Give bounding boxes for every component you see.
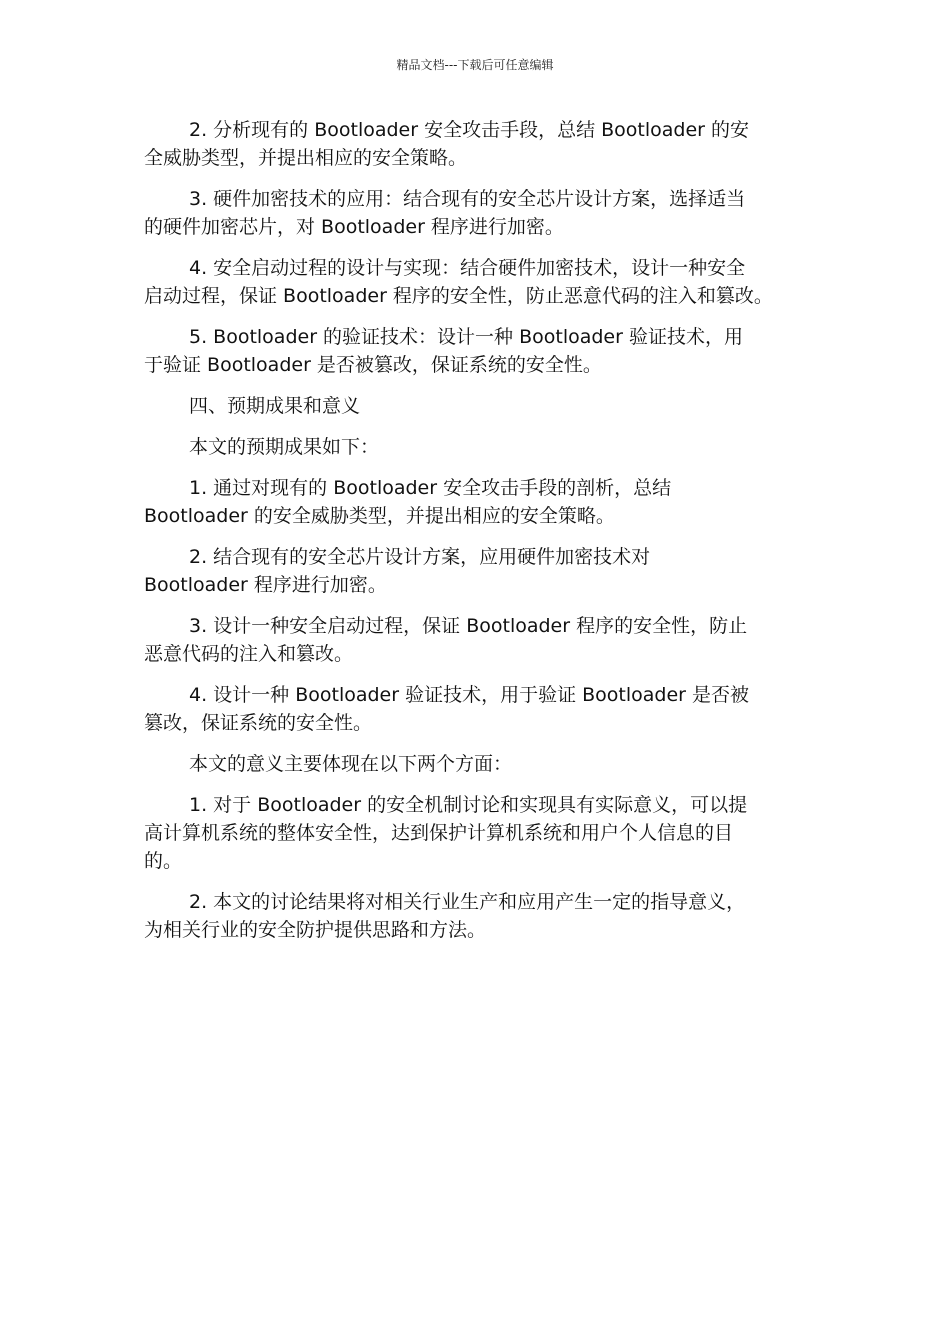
paragraph: 1. 通过对现有的 Bootloader 安全攻击手段的剖析，总结 Bootloader 的安全威胁类型，并提出相应的安全策略。 xyxy=(144,477,672,527)
paragraph: 本文的意义主要体现在以下两个方面： xyxy=(189,753,513,775)
paragraph: 4. 设计一种 Bootloader 验证技术，用于验证 Bootloader 是否被 篡改，保证系统的安全性。 xyxy=(144,684,750,734)
paragraph: 3. 设计一种安全启动过程，保证 Bootloader 程序的安全性，防止 恶意代码的注入和篡改。 xyxy=(144,615,748,665)
paragraph: 2. 本文的讨论结果将对相关行业生产和应用产生一定的指导意义， 为相关行业的安全防护提供思路和方法。 xyxy=(144,891,746,941)
paragraph: 4. 安全启动过程的设计与实现：结合硬件加密技术，设计一种安全 启动过程，保证 Bootloader 程序的安全性，防止恶意代码的注入和篡改。 xyxy=(144,257,773,307)
paragraph: 2. 分析现有的 Bootloader 安全攻击手段，总结 Bootloader 的安 全威胁类型，并提出相应的安全策略。 xyxy=(144,119,750,169)
document-body xyxy=(144,116,824,957)
page-header: 精品文档---下载后可任意编辑 xyxy=(396,58,554,72)
paragraph: 3. 硬件加密技术的应用：结合现有的安全芯片设计方案，选择适当 的硬件加密芯片，对 Bootloader 程序进行加密。 xyxy=(144,188,746,238)
paragraph: 本文的预期成果如下： xyxy=(189,436,380,458)
paragraph: 5. Bootloader 的验证技术：设计一种 Bootloader 验证技术，用 于验证 Bootloader 是否被篡改，保证系统的安全性。 xyxy=(144,326,743,376)
paragraph: 1. 对于 Bootloader 的安全机制讨论和实现具有实际意义，可以提 高计算机系统的整体安全性，达到保护计算机系统和用户个人信息的目 的。 xyxy=(144,794,748,872)
section-heading: 四、预期成果和意义 xyxy=(189,395,361,417)
paragraph: 2. 结合现有的安全芯片设计方案，应用硬件加密技术对 Bootloader 程序进行加密。 xyxy=(144,546,651,596)
